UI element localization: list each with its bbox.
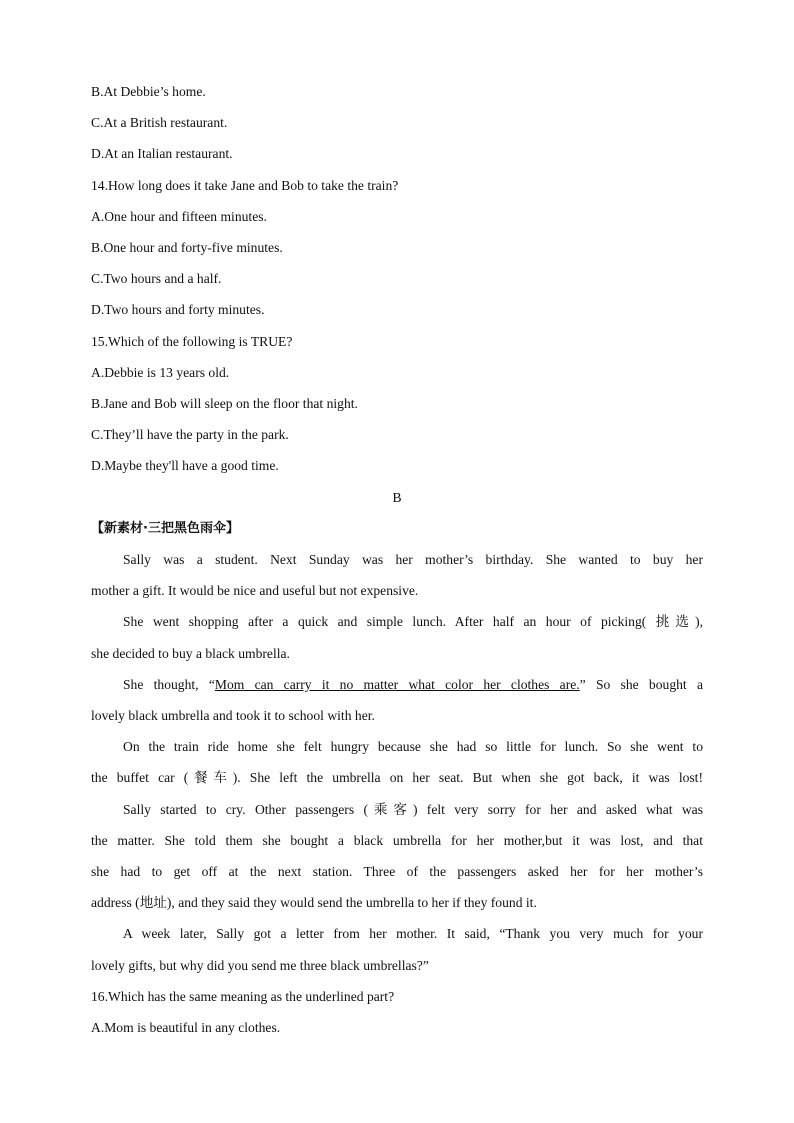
q13-option-b: B.At Debbie’s home.: [91, 84, 206, 99]
q16-option-a: A.Mom is beautiful in any clothes.: [91, 1020, 281, 1035]
passage-line: On the train ride home she felt hungry because she had so little for lunch. So she went to: [123, 739, 703, 754]
section-label: B: [392, 490, 402, 505]
q15-question: 15.Which of the following is TRUE?: [91, 334, 293, 349]
passage-line: she had to get off at the next station. Three of the passengers asked her for her mother’s: [91, 864, 703, 879]
q13-option-c: C.At a British restaurant.: [91, 115, 228, 130]
passage-line: she decided to buy a black umbrella.: [91, 646, 290, 661]
q15-option-b: B.Jane and Bob will sleep on the floor that night.: [91, 396, 358, 411]
passage-line: lovely black umbrella and took it to school with her.: [91, 708, 375, 723]
q14-option-c: C.Two hours and a half.: [91, 271, 222, 286]
passage-line: lovely gifts, but why did you send me three black umbrellas?”: [91, 958, 429, 973]
passage-text: ” So she bought a: [579, 677, 703, 692]
passage-text: She thought, “: [123, 677, 215, 692]
passage-line-with-underline: [123, 676, 703, 694]
passage-line: Sally was a student. Next Sunday was her mother’s birthday. She wanted to buy her: [123, 552, 703, 567]
q14-option-d: D.Two hours and forty minutes.: [91, 302, 265, 317]
q14-option-a: A.One hour and fifteen minutes.: [91, 209, 267, 224]
q14-question: 14.How long does it take Jane and Bob to take the train?: [91, 178, 399, 193]
passage-line: She went shopping after a quick and simple lunch. After half an hour of picking( 挑选),: [123, 614, 703, 629]
passage-line: A week later, Sally got a letter from her mother. It said, “Thank you very much for your: [123, 926, 703, 941]
passage-line: address (地址), and they said they would send the umbrella to her if they found it.: [91, 895, 537, 910]
passage-line: mother a gift. It would be nice and useful but not expensive.: [91, 583, 419, 598]
underlined-part: Mom can carry it no matter what color her clothes are.: [214, 677, 580, 692]
q15-option-c: C.They’ll have the party in the park.: [91, 427, 289, 442]
q13-option-d: D.At an Italian restaurant.: [91, 146, 233, 161]
q14-option-b: B.One hour and forty-five minutes.: [91, 240, 283, 255]
passage-line: Sally started to cry. Other passengers (乘客) felt very sorry for her and asked what was: [123, 802, 703, 817]
passage-line: the buffet car (餐车). She left the umbrella on her seat. But when she got back, it was lost!: [91, 770, 703, 785]
q15-option-a: A.Debbie is 13 years old.: [91, 365, 230, 380]
q15-option-d: D.Maybe they'll have a good time.: [91, 458, 279, 473]
section-tag: 【新素材·三把黑色雨伞】: [91, 521, 239, 536]
q16-question: 16.Which has the same meaning as the underlined part?: [91, 989, 395, 1004]
passage-line: the matter. She told them she bought a black umbrella for her mother,but it was lost, and that: [91, 833, 703, 848]
